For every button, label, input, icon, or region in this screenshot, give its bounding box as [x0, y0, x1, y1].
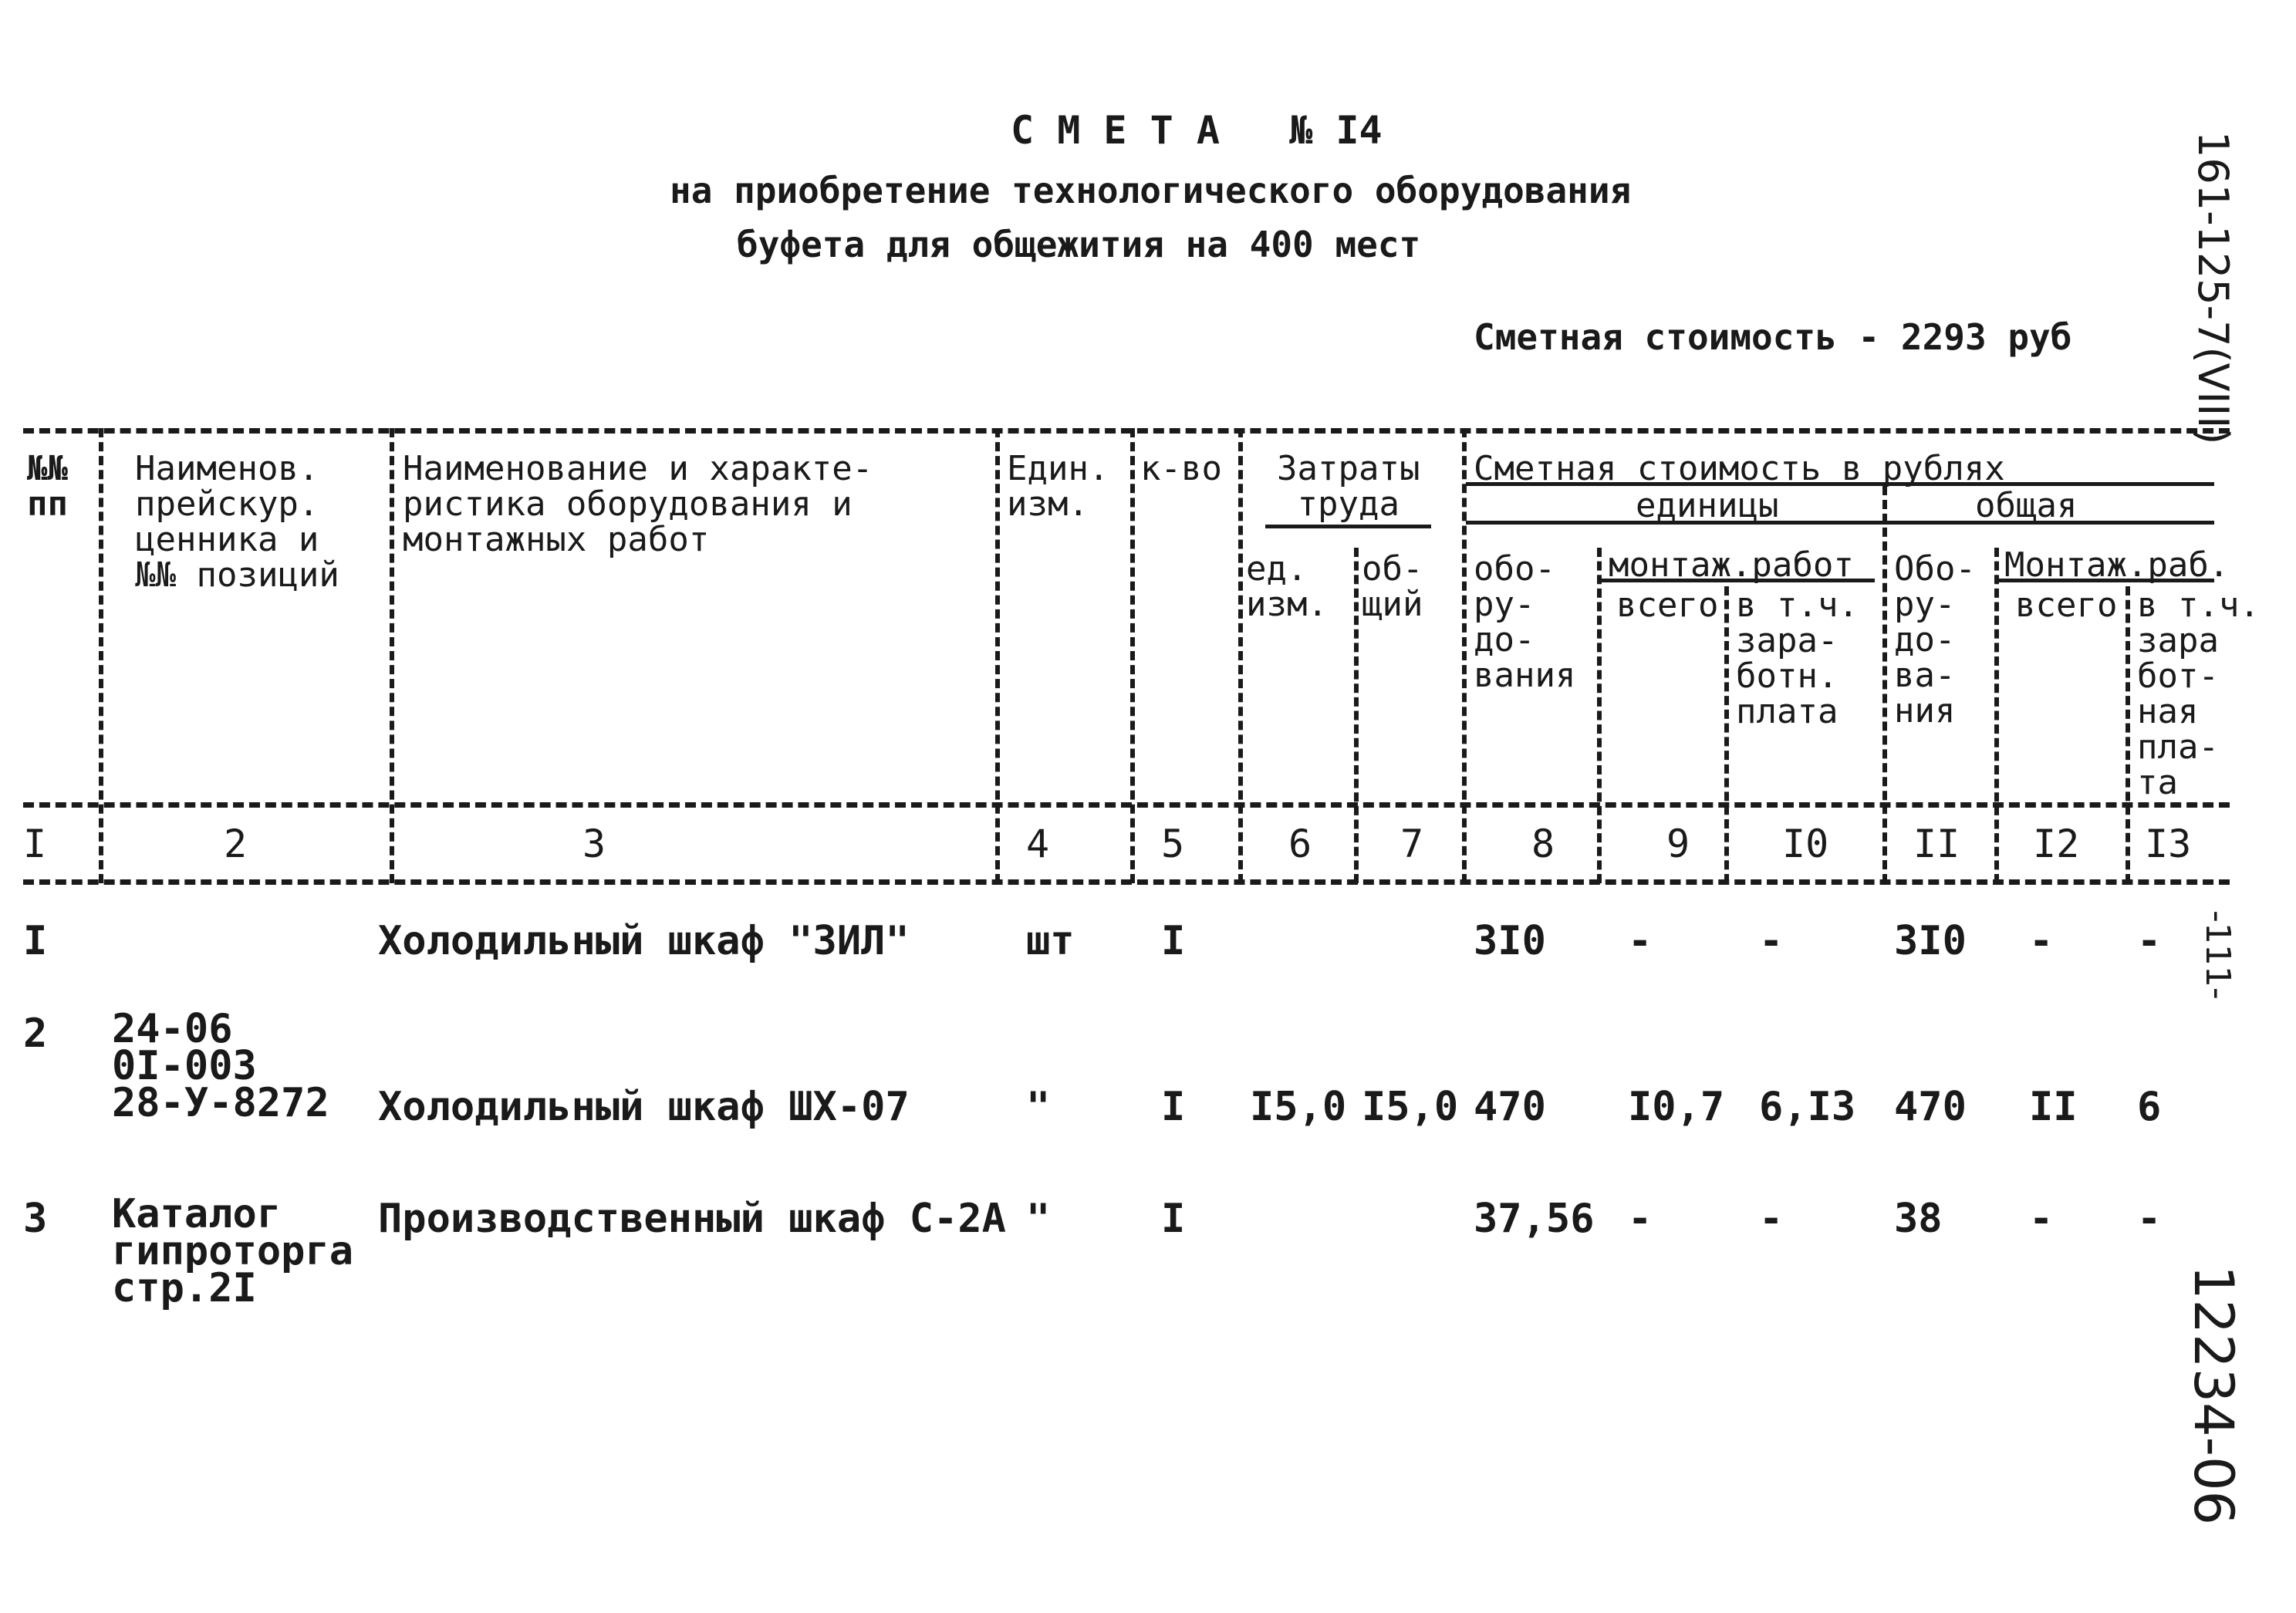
col-sep-12 [2125, 586, 2130, 883]
row-code: 24-06 0I-003 28-У-8272 [112, 1006, 329, 1126]
col-sep-9 [1724, 586, 1729, 883]
document-subtitle-2: буфета для общежития на 400 мест [737, 224, 1421, 265]
margin-note-top-right: 161-125-7(VIII) [2189, 131, 2237, 445]
row-number: I [23, 918, 48, 964]
colnum-5: 5 [1161, 822, 1185, 866]
header-col-7: об- щий [1362, 549, 1423, 624]
table-header-bottom-rule [23, 802, 2230, 808]
header-col-6: ед. изм. [1246, 549, 1328, 624]
row-qty: I [1161, 1084, 1186, 1130]
header-labor-group: Затраты труда [1277, 449, 1420, 524]
row-equip-total: 38 [1894, 1196, 1943, 1242]
row-unit: " [1026, 1196, 1051, 1242]
header-col-1: №№ пп [27, 449, 68, 524]
row-qty: I [1161, 918, 1186, 964]
colnum-3: 3 [582, 822, 606, 866]
margin-note-bottom-right: 12234-06 [2182, 1265, 2245, 1526]
colnum-13: I3 [2145, 822, 2192, 866]
row-name: Производственный шкаф С-2А [378, 1196, 1006, 1242]
row-unit: шт [1026, 918, 1075, 964]
header-col-3: Наименование и характе- ристика оборудования и монтажных работ [403, 449, 873, 559]
estimated-cost: Сметная стоимость - 2293 руб [1474, 316, 2072, 358]
col-sep-3 [995, 428, 1000, 883]
colnum-12: I2 [2033, 822, 2080, 866]
document-subtitle-1: на приобретение технологического оборудования [670, 170, 1632, 211]
row-wage-unit: - [1759, 918, 1784, 964]
header-col-10: в т.ч. зара- ботн. плата [1736, 585, 1859, 731]
col-sep-6 [1354, 548, 1359, 883]
row-install-total: II [2029, 1084, 2078, 1130]
header-total-group: общая [1975, 486, 2078, 525]
colnum-9: 9 [1666, 822, 1690, 866]
col-sep-10 [1882, 486, 1887, 883]
row-install-total: - [2029, 1196, 2054, 1242]
row-install-unit: I0,7 [1628, 1084, 1725, 1130]
row-name: Холодильный шкаф "ЗИЛ" [378, 918, 910, 964]
row-qty: I [1161, 1196, 1186, 1242]
row-wage-unit: 6,I3 [1759, 1084, 1856, 1130]
row-install-unit: - [1628, 918, 1653, 964]
header-col-13: в т.ч. зара бот- ная пла- та [2137, 585, 2260, 802]
header-install-total-group: Монтаж.раб. [2004, 545, 2230, 585]
row-name: Холодильный шкаф ШХ-07 [378, 1084, 910, 1130]
col-sep-4 [1130, 428, 1135, 883]
row-install-unit: - [1628, 1196, 1653, 1242]
colnum-10: I0 [1782, 822, 1829, 866]
document-title: С М Е Т А № I4 [1011, 108, 1383, 153]
row-equip-total: 3I0 [1894, 918, 1967, 964]
row-labor-unit: I5,0 [1250, 1084, 1347, 1130]
header-col-11: Обо- ру- до- ва- ния [1894, 549, 1976, 731]
header-install-unit-group: монтаж.работ [1609, 545, 1854, 585]
colnum-7: 7 [1400, 822, 1424, 866]
row-number: 2 [23, 1011, 48, 1057]
colnum-8: 8 [1531, 822, 1555, 866]
row-code: Каталог гипроторга стр.2I [112, 1191, 354, 1311]
col-sep-8 [1597, 548, 1602, 883]
row-labor-total: I5,0 [1362, 1084, 1459, 1130]
col-sep-5 [1238, 428, 1243, 883]
colnum-2: 2 [224, 822, 248, 866]
row-install-total: - [2029, 918, 2054, 964]
colnum-6: 6 [1288, 822, 1312, 866]
labor-group-rule [1265, 525, 1431, 528]
colnum-11: II [1913, 822, 1960, 866]
row-equip-unit: 37,56 [1474, 1196, 1595, 1242]
col-sep-1 [99, 428, 103, 883]
row-wage-unit: - [1759, 1196, 1784, 1242]
table-top-rule [23, 428, 2230, 434]
colnum-4: 4 [1026, 822, 1050, 866]
header-col-4: Един. изм. [1007, 449, 1109, 524]
col-sep-11 [1994, 548, 1999, 883]
table-colnum-bottom-rule [23, 879, 2230, 885]
header-col-5: к-во [1140, 449, 1222, 488]
row-wage-total: 6 [2137, 1084, 2162, 1130]
header-unit-group: единицы [1636, 486, 1779, 525]
row-wage-total: - [2137, 918, 2162, 964]
col-sep-2 [390, 428, 394, 883]
row-wage-total: - [2137, 1196, 2162, 1242]
header-col-12: всего [2015, 585, 2118, 625]
margin-note-side-mark: -111- [2198, 910, 2237, 1000]
header-cost-group: Сметная стоимость в рублях [1474, 449, 2005, 488]
row-unit: " [1026, 1084, 1051, 1130]
col-sep-7 [1462, 428, 1467, 883]
colnum-1: I [23, 822, 47, 866]
header-col-9: всего [1616, 585, 1719, 625]
row-equip-unit: 470 [1474, 1084, 1546, 1130]
unit-group-rule [1466, 521, 2214, 525]
row-equip-unit: 3I0 [1474, 918, 1546, 964]
row-equip-total: 470 [1894, 1084, 1967, 1130]
row-number: 3 [23, 1196, 48, 1242]
header-col-2: Наименов. прейскур. ценника и №№ позиций [135, 449, 339, 595]
header-col-8: обо- ру- до- вания [1474, 549, 1576, 695]
